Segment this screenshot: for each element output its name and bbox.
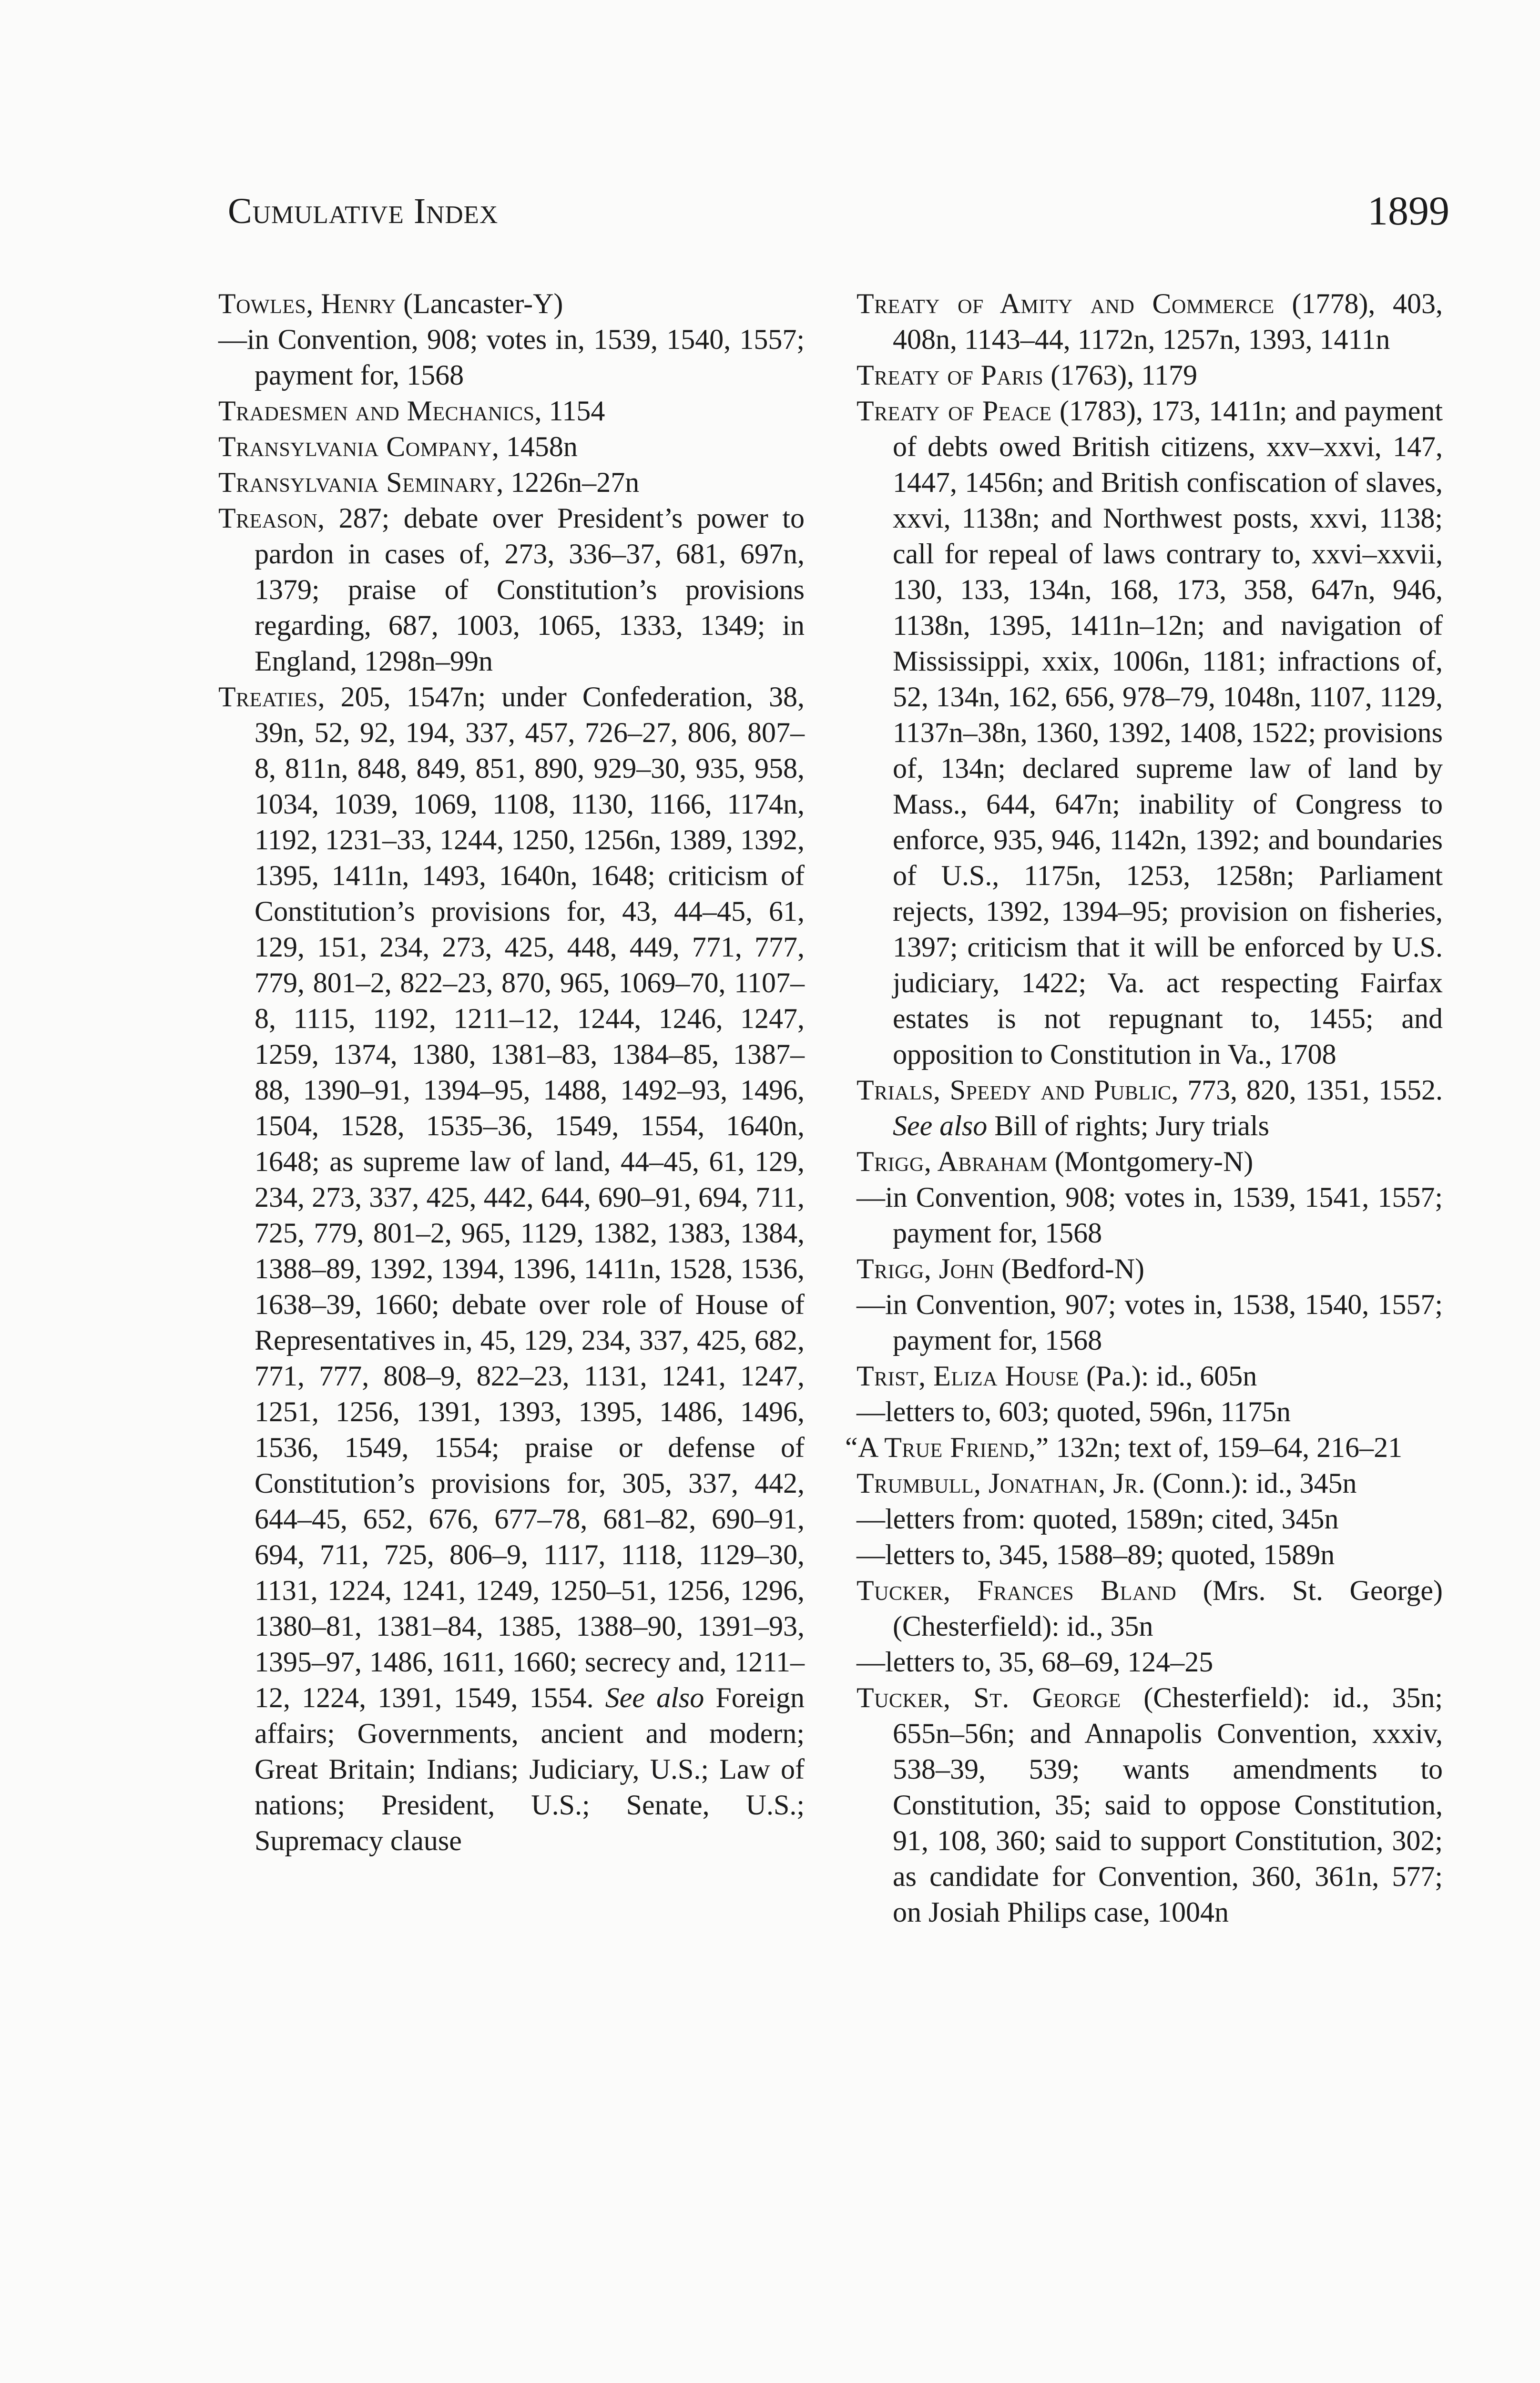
entry-text: (Chesterfield): id., 35n; 655n–56n; and Annapolis Convention, xxxiv, 538–39, 539; wants amendments to Constitution, 35; said to oppose Constitution, 91, 108, 360; said to support Constitution, 302; as candidate for Convention, 360, 361n, 577; on Josiah Philips case, 1004n xyxy=(893,1682,1443,1928)
entry-text: (Conn.): id., 345n xyxy=(1145,1467,1357,1499)
index-entry xyxy=(218,286,805,322)
entry-heading: Trumbull, Jonathan, Jr. xyxy=(857,1467,1146,1499)
index-entry xyxy=(857,1466,1443,1501)
entry-heading: Treaty of Amity and Commerce xyxy=(857,288,1275,319)
entry-text: , 287; debate over President’s power to pardon in cases of, 273, 336–37, 681, 697n, 1379; praise of Constitution’s provisions regarding, 687, 1003, 1065, 1333, 1349; in England, 1298n–99n xyxy=(255,502,805,677)
entry-heading: Trigg, John xyxy=(857,1253,995,1284)
index-subentry: —in Convention, 908; votes in, 1539, 1541, 1557; payment for, 1568 xyxy=(857,1181,1443,1249)
index-column-left xyxy=(218,286,805,1859)
entry-heading: Treaties xyxy=(218,681,318,713)
index-entry xyxy=(218,500,805,679)
index-entry xyxy=(857,1251,1443,1287)
index-subentry: —in Convention, 907; votes in, 1538, 1540, 1557; payment for, 1568 xyxy=(857,1289,1443,1356)
entry-heading: Trials, Speedy and Public xyxy=(857,1074,1172,1106)
index-entry xyxy=(857,1358,1443,1394)
entry-text: (1778), 403, 408n, 1143–44, 1172n, 1257n, 1393, 1411n xyxy=(893,288,1443,355)
index-subentry: —letters from: quoted, 1589n; cited, 345n xyxy=(857,1503,1339,1535)
index-entry xyxy=(857,286,1443,357)
entry-text: (Mrs. St. George) (Chesterfield): id., 35n xyxy=(893,1575,1443,1642)
entry-heading: Towles, Henry xyxy=(218,288,397,319)
entry-heading: Transylvania Seminary xyxy=(218,467,497,498)
entry-text: 132n; text of, 159–64, 216–21 xyxy=(1049,1432,1403,1463)
entry-text: (1783), 173, 1411n; and payment of debts owed British citizens, xxv–xxvi, 147, 1447, 1456n; and British confiscation of slaves, xxvi, 1138n; and Northwest posts, xxvi, 1138; call for repeal of laws contrary to, xxvi–xxvii, 130, 133, 134n, 168, 173, 358, 647n, 946, 1138n, 1395, 1411n–12n; and navigation of Mississippi, xxix, 1006n, 1181; infractions of, 52, 134n, 162, 656, 978–79, 1048n, 1107, 1129, 1137n–38n, 1360, 1392, 1408, 1522; provisions of, 134n; declared supreme law of land by Mass., 644, 647n; inability of Congress to enforce, 935, 946, 1142n, 1392; and boundaries of U.S., 1175n, 1253, 1258n; Parliament rejects, 1392, 1394–95; provision on fisheries, 1397; criticism that it will be enforced by U.S. judiciary, 1422; Va. act respecting Fairfax estates is not repugnant to, 1455; and opposition to Constitution in Va., 1708 xyxy=(893,395,1443,1070)
entry-text: (Pa.): id., 605n xyxy=(1079,1360,1257,1392)
index-entry xyxy=(857,1680,1443,1930)
index-entry xyxy=(218,465,805,500)
running-head xyxy=(228,188,1449,243)
index-subentry: —letters to, 603; quoted, 596n, 1175n xyxy=(857,1396,1291,1427)
see-also-text: Foreign affairs; Governments, ancient and modern; Great Britain; Indians; Judiciary, U.S.; Law of nations; President, U.S.; Senate, U.S.; Supremacy clause xyxy=(255,1682,805,1856)
entry-text: (Lancaster-Y) xyxy=(396,288,563,319)
entry-heading: Tucker, Frances Bland xyxy=(857,1575,1177,1606)
index-entry xyxy=(857,1072,1443,1144)
index-entry xyxy=(857,357,1443,393)
entry-heading: Tradesmen and Mechanics xyxy=(218,395,535,427)
entry-heading: Transylvania Company xyxy=(218,431,492,462)
entry-text: , 1226n–27n xyxy=(496,467,640,498)
index-subentry: —letters to, 345, 1588–89; quoted, 1589n xyxy=(857,1539,1335,1570)
index-entry xyxy=(857,1144,1443,1180)
entry-text: , 1154 xyxy=(534,395,605,427)
entry-heading: Tucker, St. George xyxy=(857,1682,1121,1713)
page-number: 1899 xyxy=(1367,188,1449,234)
page-title: Cumulative Index xyxy=(228,191,499,231)
entry-text: (Montgomery-N) xyxy=(1047,1146,1254,1177)
index-column-right xyxy=(845,286,1443,1930)
index-entry xyxy=(218,429,805,465)
index-entry xyxy=(845,1430,1443,1466)
see-also-text: Bill of rights; Jury trials xyxy=(987,1110,1269,1141)
entry-text: , 1458n xyxy=(491,431,578,462)
entry-text: , 773, 820, 1351, 1552. xyxy=(1171,1074,1443,1106)
entry-text: (1763), 1179 xyxy=(1043,359,1197,391)
index-entry xyxy=(857,1573,1443,1644)
index-subentry: —letters to, 35, 68–69, 124–25 xyxy=(857,1646,1214,1678)
entry-heading: Treaty of Peace xyxy=(857,395,1052,427)
see-also-label: See also xyxy=(605,1682,704,1713)
entry-text: , 205, 1547n; under Confederation, 38, 39n, 52, 92, 194, 337, 457, 726–27, 806, 807–8, 811n, 848, 849, 851, 890, 929–30, 935, 958, 1034, 1039, 1069, 1108, 1130, 1166, 1174n, 1192, 1231–33, 1244, 1250, 1256n, 1389, 1392, 1395, 1411n, 1493, 1640n, 1648; criticism of Constitution’s provisions for, 43, 44–45, 61, 129, 151, 234, 273, 425, 448, 449, 771, 777, 779, 801–2, 822–23, 870, 965, 1069–70, 1107–8, 1115, 1192, 1211–12, 1244, 1246, 1247, 1259, 1374, 1380, 1381–83, 1384–85, 1387–88, 1390–91, 1394–95, 1488, 1492–93, 1496, 1504, 1528, 1535–36, 1549, 1554, 1640n, 1648; as supreme law of land, 44–45, 61, 129, 234, 273, 337, 425, 442, 644, 690–91, 694, 711, 725, 779, 801–2, 965, 1129, 1382, 1383, 1384, 1388–89, 1392, 1394, 1396, 1411n, 1528, 1536, 1638–39, 1660; debate over role of House of Representatives in, 45, 129, 234, 337, 425, 682, 771, 777, 808–9, 822–23, 1131, 1241, 1247, 1251, 1256, 1391, 1393, 1395, 1486, 1496, 1536, 1549, 1554; praise or defense of Constitution’s provisions for, 305, 337, 442, 644–45, 652, 676, 677–78, 681–82, 690–91, 694, 711, 725, 806–9, 1117, 1118, 1129–30, 1131, 1224, 1241, 1249, 1250–51, 1256, 1296, 1380–81, 1381–84, 1385, 1388–90, 1391–93, 1395–97, 1486, 1611, 1660; secrecy and, 1211–12, 1224, 1391, 1549, 1554. xyxy=(255,681,805,1713)
index-entry xyxy=(218,679,805,1859)
index-entry xyxy=(857,393,1443,1072)
index-subentry: —in Convention, 908; votes in, 1539, 1540, 1557; payment for, 1568 xyxy=(218,324,805,391)
index-entry xyxy=(218,393,805,429)
entry-heading: “A True Friend,” xyxy=(845,1432,1049,1463)
entry-text: (Bedford-N) xyxy=(994,1253,1145,1284)
entry-heading: Treaty of Paris xyxy=(857,359,1044,391)
see-also-label: See also xyxy=(893,1110,988,1141)
entry-heading: Treason xyxy=(218,502,318,534)
entry-heading: Trigg, Abraham xyxy=(857,1146,1048,1177)
entry-heading: Trist, Eliza House xyxy=(857,1360,1079,1392)
